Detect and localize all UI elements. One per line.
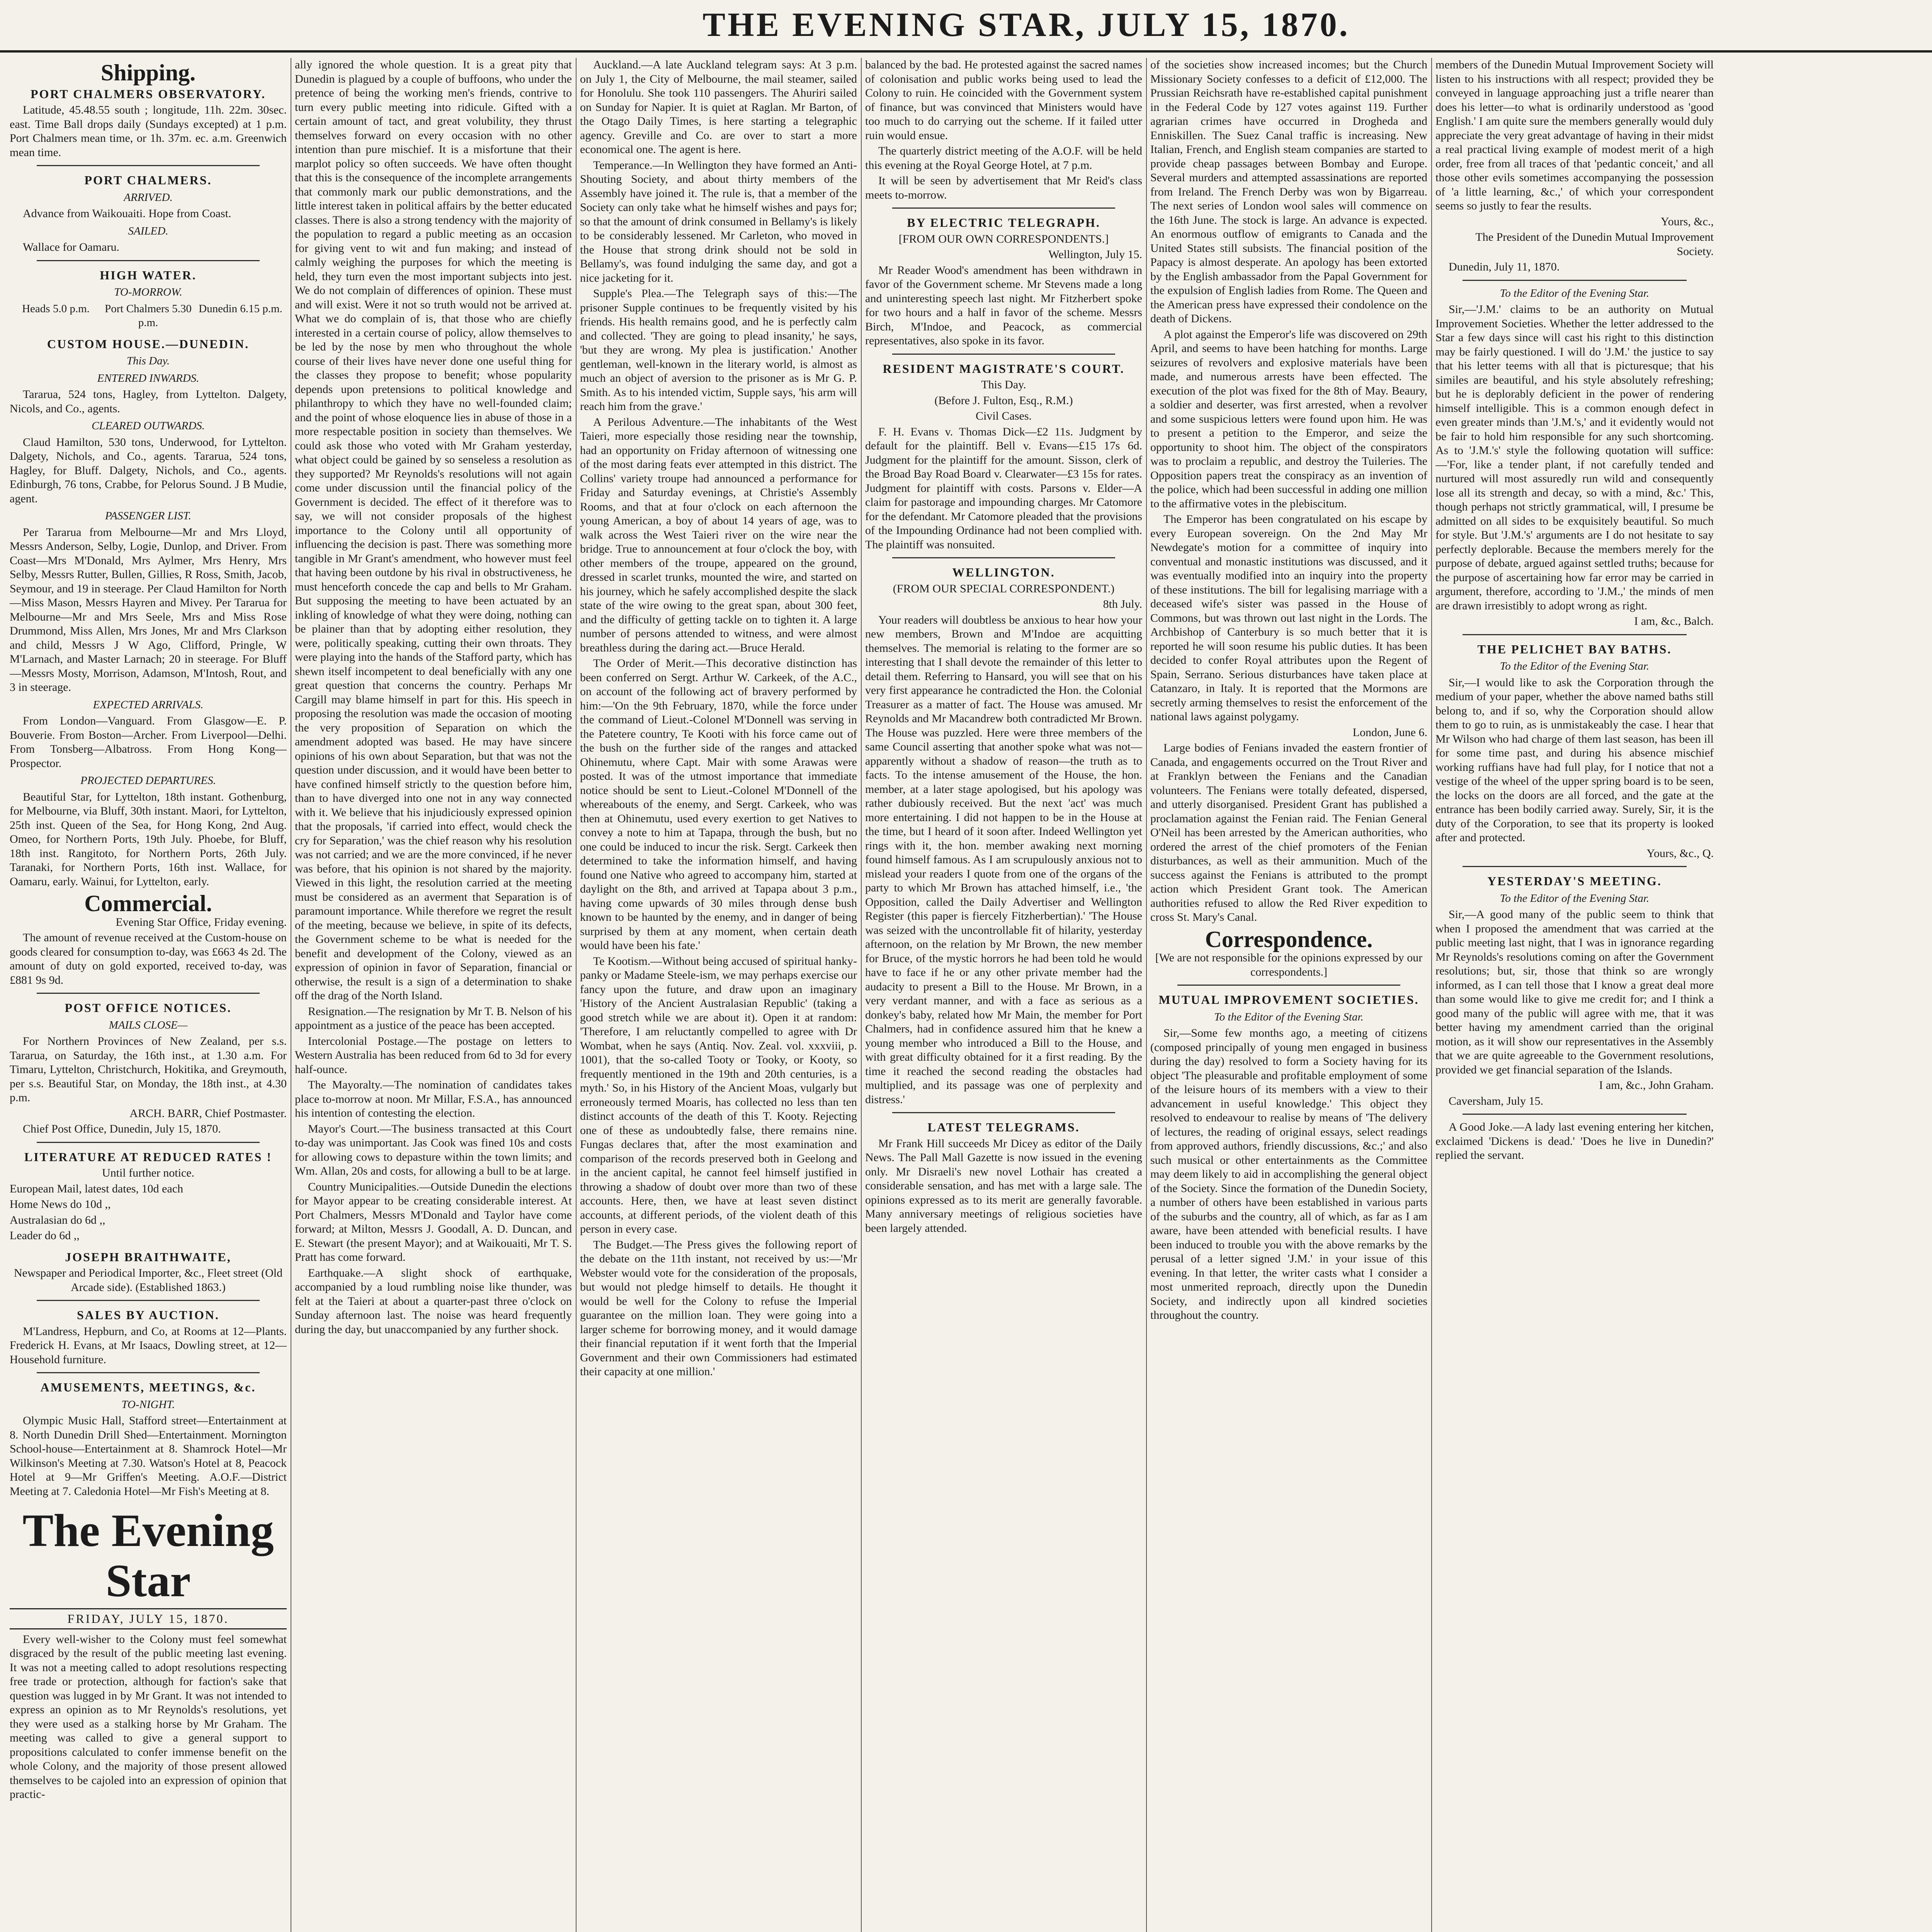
- leader-continued: ally ignored the whole question. It is a great pity that Dunedin is plagued by a couple of buffoons, who under the pretence of being the working men's friends, contrive to turn every public meeting into ridicule. Gifted with a certain amount of tact, and great volubility, they thrust themselves forward on every occasion with no other intention than pure mischief. It is a misfortune that their marplot policy so often succeeds. We have often thought that this is the consequence of the incomplete arrangements that commonly mark our public demonstrations, and the little interest taken in political affairs by the better educated classes. There is also a strong tendency with the majority of the population to regard a public meeting as an occasion for giving vent to wit and fun making; and instead of calmly weighing the purposes for which the meeting is held, they turn even the most important subjects into jest. We do not complain of differences of opinion. These must and will exist. Were it not so truth would not be arrived at. What we do complain of is, that those who are chiefly interested in a certain course of policy, allow themselves to be led by the nose by men who throughout the whole course of their lives have never done one useful thing for the classes they propose to benefit; whose popularity depends upon pretensions to political knowledge and philanthropy to which they have no well-founded claim; and the point of whose eloquence lies in abuse of those in a more respectable position in society than themselves. We could ask those who voted with Mr Graham yesterday, what object could be gained by so senseless a resolution as they supported? Mr Reynolds's resolutions will not again come under discussion until the financial policy of the Government is decided. The effect of it therefore was to say, we will not consider proposals of the highest importance to the Colony until all opportunity of influencing the decision is past. There was something more tangible in Mr Grant's amendment, who however must feel that having been outdone by his rival in obstructiveness, he must henceforth concede the cap and bells to Mr Graham. But supposing the meeting to have been actuated by an inkling of knowledge of what they were doing, nothing can be plainer than that by adopting either resolution, they were, politically speaking, cutting their own throats. They were playing into the hands of the Stafford party, which has shewn itself incompetent to deal beneficially with any one great question that concerns the country. Perhaps Mr Cargill may blame himself in part for this. His speech in proposing the resolution was made the occasion of mooting the very proposition of Separation on which the amendment adopted was based. He may have sincere opinions of his own about Separation, but that was not the question under discussion, and it would have been better to have confined himself strictly to the question before him, than to have diverged into one not in any way connected with it. We believe that his injudiciously expressed opinion that the proposals, 'if carried into effect, would check the cry for Separation,' was the chief reason why his resolution was not carried; and we are the more convinced, if he never was before, that his opinion is not shared by the majority. Viewed in this light, the resolution carried at the meeting must be considered as an averment that Separation is of paramount importance. While therefore we regret the result of the meeting, because we believe, in spite of its defects, the Government scheme to be what is needed for the benefit and development of the Colony, viewed as an expression of opinion in favor of Separation, financial or otherwise, the result is a sign of a determination to shake off the drag of the North Island.: [295, 58, 572, 1002]
- observatory-title: PORT CHALMERS OBSERVATORY.: [31, 87, 266, 101]
- column-rule: [1431, 58, 1432, 1932]
- column-rule: [1146, 58, 1147, 1932]
- passenger-text: Per Tararua from Melbourne—Mr and Mrs Lloyd, Messrs Anderson, Selby, Logie, Dunlop, and Driver. From Coast—Mrs M'Donald, Mrs Aylmer, Mrs Henry, Mrs Selby, Messrs Rutter, Bullen, Gillies, R Ross, Smith, Jacob, Seymour, and 19 in steerage. Per Claud Hamilton for North—Miss Mason, Messrs Hayren and Mivey. Per Tararua for Melbourne—Mr and Mrs Seele, Mrs and Miss Rose Drummond, Miss Allen, Mrs Jones, Mr and Mrs Clarkson and child, Messrs J W Ago, Clifford, Pringle, W M'Larnach, and Master Larnach; 20 in steerage. For Bluff—Messrs Mosty, Morrison, Adamson, M'Intosh, Rout, and 3 in steerage.: [10, 526, 287, 694]
- yours-sign: Yours, &c.,: [1661, 215, 1714, 228]
- tonight-label: TO-NIGHT.: [121, 1398, 175, 1411]
- sign-graham: I am, &c., John Graham.: [1599, 1079, 1714, 1092]
- postage-item: Intercolonial Postage.—The postage on letters to Western Australia has been reduced from 6d to 3d for every half-ounce.: [295, 1034, 572, 1076]
- arrived-text: Advance from Waikouaiti. Hope from Coast.: [23, 207, 231, 220]
- column-2: [295, 58, 572, 1932]
- municipalities-item: Country Municipalities.—Outside Dunedin the elections for Mayor appear to be creating considerable interest. At Port Chalmers, Messrs M'Donald and Taylor have come forward; at Milton, Messrs J. Goodall, A. D. Duncan, and E. Stewart (the present Mayor); and at Waikouaiti, Mr T. S. Pratt has come forward.: [295, 1180, 572, 1264]
- wellington-date: Wellington, July 15.: [1048, 248, 1142, 261]
- wellington-title: WELLINGTON.: [952, 565, 1055, 579]
- port-title: PORT CHALMERS.: [84, 173, 212, 187]
- auckland-item: Auckland.—A late Auckland telegram says: At 3 p.m. on July 1, the City of Melbourne, the mail steamer, sailed for Honolulu. She took 110 passengers. The Ahuriri sailed on Sunday for Napier. It is quiet at Raglan. Mr Barton, of the Otago Daily Times, is here starting a telegraphic agency. Greville and Co. are over to start a more economical one. The agent is here.: [580, 58, 857, 156]
- customs-title: CUSTOM HOUSE.—DUNEDIN.: [47, 337, 250, 351]
- mutual-text: Sir,—Some few months ago, a meeting of citizens (composed principally of young men engaged in business during the day) resolved to form a Society having for its object 'The pleasurable and profitable employment of some of the leisure hours of its members with a view to their advancement in useful knowledge.' This object they resolved to endeavour to realise by means of 'The delivery of lectures, the reading of original essays, select readings from approved authors, friendly discussions, &c.;' and also such musical or other entertainments as the Committee may deem likely to aid in accomplishing the general object of the Society. Since the formation of the Dunedin Society, a number of others have been established in various parts of the suburbs and the country, all of which, as far as I am aware, have been attended with beneficial results. I have been induced to trouble you with the above remarks by the perusal of a letter signed 'J.M.' in your issue of this evening. In that letter, the writer casts what I consider a most unmerited reproach, directly upon the Dunedin Society, and indirectly upon all kindred societies throughout the country.: [1150, 1027, 1427, 1321]
- to-editor-1: To the Editor of the Evening Star.: [1500, 287, 1650, 299]
- columns: [10, 58, 1932, 1932]
- wellington-sub: (FROM OUR SPECIAL CORRESPONDENT.): [893, 582, 1115, 595]
- latest-text: Mr Frank Hill succeeds Mr Dicey as editor of the Daily News. The Pall Mall Gazette is now issued in the evening only. Mr Disraeli's new novel Lothair has created a considerable sensation, and has met with a large sale. The opinions expressed as to its merit are generally favorable. Many anniversary meetings of religious societies have been largely attended.: [865, 1137, 1142, 1235]
- divider: [37, 1300, 260, 1301]
- to-editor-3: To the Editor of the Evening Star.: [1500, 892, 1650, 905]
- commercial-office: Evening Star Office, Friday evening.: [116, 915, 287, 929]
- commercial-text: The amount of revenue received at the Custom-house on goods cleared for consumption to-day, was £663 4s 2d. The amount of duty on gold exported, received to-day, was £881 9s 9d.: [10, 931, 287, 986]
- auction-title: SALES BY AUCTION.: [77, 1308, 219, 1322]
- post-text: For Northern Provinces of New Zealand, per s.s. Tararua, on Saturday, the 16th inst., at 1.30 a.m. For Timaru, Lyttelton, Christchurch, Hokitika, and Greymouth, per s.s. Beautiful Star, on Monday, the 18th inst., at 4.30 p.m.: [10, 1035, 287, 1104]
- literature-title: LITERATURE AT REDUCED RATES !: [24, 1150, 272, 1164]
- tide-table: [10, 302, 287, 330]
- mayoralty-item: The Mayoralty.—The nomination of candidates takes place to-morrow at noon. Mr Millar, F.S.A., has announced his intention of contesting the election.: [295, 1078, 572, 1119]
- emperor-item: The Emperor has been congratulated on his escape by every European sovereign. On the 2nd May Mr Newdegate's motion for a committee of inquiry into conventual and monastic institutions was discussed, and it was eventually modified into an inquiry into the property of these institutions. The bill for legalising marriage with a deceased wife's sister was passed in the House of Commons, but was thrown out last night in the Lords. The Archbishop of Canterbury is so much better that it is reported he will soon resume his public duties. It has been decided to confer Royal attributes upon the Regent of Spain, Serrano. Serious disturbances have taken place at Catanzaro, in Italy. It is reported that the Mormons are secretly arming themselves to resist the enforcement of the national laws against polygamy.: [1150, 513, 1427, 723]
- pelichet-text: Sir,—I would like to ask the Corporation through the medium of your paper, whether the above named baths still belong to, and if so, why the Corporation should allow them to go to ruin, as is unmistakeably the case. I hear that Mr Wilson who had charge of them last season, has been ill for some time past, and during his absence mischief working ruffians have had full play, for I notice that not a vestige of the wheel of the upper spring board is to be seen, the locks on the doors are all forced, and the gate at the entrance has been bodily carried away. Surely, Sir, it is the duty of the Corporation, to see that its property is looked after and protected.: [1435, 676, 1714, 844]
- rate-home: Home News do 10d ,,: [10, 1198, 111, 1211]
- temperance-item: Temperance.—In Wellington they have formed an Anti-Shouting Society, and about thirty members of the Assembly have joined it. The rule is, that a member of the Society can only take what he himself wishes and pays for; so that the amount of drink consumed in Bellamy's is likely to be considerably lessened. Mr Carleton, who moved in the House that strong drink should not be sold in Bellamy's, was found indulging the same day, and got a nice jacketing for it.: [580, 158, 857, 284]
- sign-balch: I am, &c., Balch.: [1634, 615, 1714, 628]
- divider: [37, 1142, 260, 1143]
- court-title: RESIDENT MAGISTRATE'S COURT.: [883, 361, 1125, 376]
- divider: [1463, 866, 1687, 867]
- fenians-item: Large bodies of Fenians invaded the eastern frontier of Canada, and engagements occurred on the Trout River and at Franklyn between the Fenians and the Canadian volunteers. The Fenians were totally defeated, dispersed, and utterly disorganised. President Grant has published a proclamation against the Fenian raid. The Fenian General O'Neil has been arrested by the American authorities, who ordered the arrest of the chief promoters of the Fenian disturbances, as well as their ammunition. Much of the success against the Fenians is attributed to the prompt action which President Grant took. The American authorities refused to allow the Red River expedition to cross St. Mary's Canal.: [1150, 742, 1427, 923]
- caversham: Caversham, July 15.: [1449, 1094, 1543, 1107]
- cleared-label: CLEARED OUTWARDS.: [92, 420, 205, 432]
- entered-text: Tararua, 524 tons, Hagley, from Lyttelton. Dalgety, Nicols, and Co., agents.: [10, 388, 287, 415]
- commercial-heading: Commercial.: [84, 891, 212, 916]
- divider: [37, 1372, 260, 1373]
- sailed-text: Wallace for Oamaru.: [23, 241, 119, 253]
- expected-text: From London—Vanguard. From Glasgow—E. P. Bouverie. From Boston—Archer. From Liverpool—Delhi. From Tonsberg—Albatross. From Hong Kong—Prospector.: [10, 714, 287, 770]
- perilous-item: A Perilous Adventure.—The inhabitants of the West Taieri, more especially those residing near the township, had an opportunity on Friday afternoon of witnessing one of the most daring feats ever attempted in this district. The Collins' variety troupe had announced a performance for Friday and Saturday evenings, at Christie's Assembly Rooms, and that at four o'clock on each afternoon the young American, a boy of about 14 years of age, was to walk across the West Taieri river on the wire near the bridge. True to announcement at four o'clock the boy, with other members of the troupe, appeared on the ground, dressed in scarlet trunks, mounted the wire, and started on his journey, which he safely accomplished despite the slack state of the wire owing to the great span, about 300 feet, and the difficulty of getting tackle on to tighten it. A large number of persons attended to witness, and were almost breathless during the daring act.—Bruce Herald.: [580, 415, 857, 654]
- mayors-court-item: Mayor's Court.—The business transacted at this Court to-day was unimportant. Jas Cook was fined 10s and costs for allowing cows to depasture within the town limits; and Wm. Allan, 20s and costs, for allowing a bull to be at large.: [295, 1122, 572, 1177]
- tide-port: Port Chalmers 5.30 p.m.: [105, 302, 192, 329]
- evening-star-header: [10, 1505, 287, 1629]
- literature-intro: European Mail, latest dates, 10d each: [10, 1182, 184, 1195]
- tide-heads: Heads 5.0 p.m.: [22, 302, 90, 315]
- sign-q: Yours, &c., Q.: [1646, 847, 1714, 860]
- column-6: [1435, 58, 1714, 1932]
- budget-item: The Budget.—The Press gives the following report of the debate on the 11th instant, not received by us:—'Mr Webster would vote for the consideration of the proposals, but would not pledge himself to details. He thought it would be well for the Colony to refuse the Imperial guarantee on the million loan. They were going into a larger scheme for borrowing money, and it would damage their financial reputation if it went forth that the Imperial Government and their own Commissioners had estimated their capacity at one million.': [580, 1238, 857, 1378]
- entered-label: ENTERED INWARDS.: [97, 372, 199, 384]
- shipping-heading: Shipping.: [100, 60, 196, 85]
- advert-item: It will be seen by advertisement that Mr Reid's class meets to-morrow.: [865, 174, 1142, 201]
- arrived-label: ARRIVED.: [124, 191, 173, 204]
- mails-label: MAILS CLOSE—: [109, 1019, 188, 1031]
- column-1: [10, 58, 287, 1932]
- yesterday-title: YESTERDAY'S MEETING.: [1487, 874, 1662, 888]
- braithwaite-text: Newspaper and Periodical Importer, &c., Fleet street (Old Arcade side). (Established 1863.): [14, 1267, 283, 1294]
- merit-item: The Order of Merit.—This decorative distinction has been conferred on Sergt. Arthur W. Carkeek, of the A.C., on account of the following act of bravery performed by him:—'On the 9th February, 1870, while the force under the command of Lieut.-Colonel M'Donnell was serving in the Patetere country, Te Kooti with his force came out of the bush on the further side of the ranges and attacked Ohinemutu, where Capt. Mair with some Arawas were posted. It was of the utmost importance that immediate notice should be sent to Lieut.-Colonel M'Donnell of the whereabouts of the enemy, and Sergt. Carkeek, who was then at Ohinemutu, used every exertion to get Natives to convey a note to him at Tapapa, through the bush, but no one could be induced to incur the risk. Sergt. Carkeek then determined to take the information himself, and having found one Native who agreed to accompany him, started at daylight on the 8th, and arrived at Tapapa about 3 p.m., having come upwards of 30 miles through dense bush known to be haunted by the enemy, and in danger of being surprised by them at any moment, when certain death would have been his fate.': [580, 657, 857, 952]
- divider: [1463, 280, 1687, 281]
- aof-item: The quarterly district meeting of the A.O.F. will be held this evening at the Royal George Hotel, at 7 p.m.: [865, 145, 1142, 172]
- rate-australasian: Australasian do 6d ,,: [10, 1213, 105, 1226]
- joke-item: A Good Joke.—A lady last evening entering her kitchen, exclaimed 'Dickens is dead.' 'Does he live in Dunedin?' replied the servant.: [1435, 1121, 1714, 1162]
- telegrams-continued: of the societies show increased incomes; but the Church Missionary Society confesses to a deficit of £12,000. The Prussian Reichsrath have re-established capital punishment in the Federal Code by 127 votes against 119. Further agrarian crimes have occurred in Drogheda and Enniskillen. The Suez Canal traffic is increasing. New Italian, French, and English steam companies are started to provide cheap passages between Bombay and Europe. Several murders and attempted assassinations are reported from Ireland. The French Derby was won by Bigarreau. The next series of London wool sales will commence on the 16th June. The stock is large. An advance is expected. An enormous outflow of emigrants to Canada and the United States still subsists. The financial position of the Papacy is almost desperate. An apology has been extorted by the English ambassador from the Papal Government for the expulsion of English ladies from Rome. The Queen and the American press have expressed their condolence on the death of Dickens.: [1150, 58, 1427, 325]
- supple-item: Supple's Plea.—The Telegraph says of this:—The prisoner Supple continues to be frequently visited by his friends. His health remains good, and he is perfectly calm and collected. 'They are going to plead insanity,' he says, 'but they are wrong. My plea is justification.' Another gentleman, well-known in the literary world, is almost as much an object of aversion to the prisoner as is Mr G. P. Smith. As to his intended victim, Supple says, 'his arm will reach him from the grave.': [580, 287, 857, 413]
- yesterday-text: Sir,—A good many of the public seem to think that when I proposed the amendment that was carried at the public meeting last night, that I was in ignorance regarding Mr Reynolds's resolutions coming on after the Government resolutions; but, sir, those that think so are wrongly informed, as I can tell those that I know a great deal more than some would like to give me credit for; and I think a good many of the public will agree with me, that it was better having my amendment carried than the original motion, as it will show our representatives in the Assembly that we are quite agreeable to the Government resolutions, provided we get financial separation of the Islands.: [1435, 908, 1714, 1076]
- amuse-title: AMUSEMENTS, MEETINGS, &c.: [40, 1380, 256, 1394]
- telegraph-sub: [FROM OUR OWN CORRESPONDENTS.]: [898, 232, 1109, 245]
- braithwaite-name: JOSEPH BRAITHWAITE,: [65, 1250, 231, 1264]
- kootism-item: Te Kootism.—Without being accused of spiritual hanky-panky or Madame Steele-ism, we may perhaps exercise our fancy upon the future, and draw upon an imaginary 'History of the Ancient Australasian Republic' (taking a good stretch while we are about it). Open it at random: 'Therefore, I am reluctantly compelled to agree with Dr Wombat, when he says (Antiq. Nov. Zeal. vol. xxxviii, p. 1001), that the so-called Tooty or Tooky, or Kooty, so frequently mentioned in the 19th and 20th centuries, is a myth.' So, in his History of the Ancient Moas, vulgarly but erroneously termed Moaris, has collected no less than ten distinct accounts of the death of this T. Kooty. Rejecting one of these as undoubtedly false, there remains nine. Fungas declares that, after the most examination and comparison of the records preserved both in Geelong and in the ancient capital, he cannot feel himself justified in throwing a shadow of doubt over more than two of these accounts. Here, then, we have at least seven distinct accounts, at different periods, of the violent death of this person in every case.: [580, 954, 857, 1235]
- mutual-to-editor: To the Editor of the Evening Star.: [1214, 1010, 1364, 1023]
- masthead: [0, 0, 1932, 53]
- president-sign: The President of the Dunedin Mutual Improvement Society.: [1475, 231, 1714, 258]
- president-date: Dunedin, July 11, 1870.: [1449, 260, 1560, 273]
- divider: [892, 354, 1115, 355]
- divider: [37, 260, 260, 261]
- expected-label: EXPECTED ARRIVALS.: [93, 698, 204, 711]
- post-title: POST OFFICE NOTICES.: [65, 1001, 232, 1015]
- resignation-item: Resignation.—The resignation by Mr T. B. Nelson of his appointment as a justice of the peace has been accepted.: [295, 1005, 572, 1032]
- leader-text: Every well-wisher to the Colony must feel somewhat disgraced by the result of the public meeting last evening. It was not a meeting called to adopt resolutions respecting free trade or protection, although for faction's sake that question was lugged in by Mr Grant. It was not intended to express an opinion as to Mr Reynolds's resolutions, yet they were used as a stalking horse by Mr Graham. The meeting was called to give a general support to propositions calculated to confer immense benefit on the whole Colony, and the majority of those present allowed themselves to be cajoled into an expression of opinion that practic-: [10, 1633, 287, 1801]
- correspondence-heading: Correspondence.: [1205, 926, 1373, 952]
- passenger-label: PASSENGER LIST.: [105, 510, 191, 522]
- earthquake-item: Earthquake.—A slight shock of earthquake, accompanied by a loud rumbling noise like thunder, was felt at the Taieri at about a quarter-past three o'clock on Sunday afternoon last. The noise was heard frequently during the day, but unaccompanied by any further shock.: [295, 1266, 572, 1336]
- divider: [892, 207, 1115, 209]
- wellington-day: 8th July.: [1103, 598, 1142, 611]
- latest-title: LATEST TELEGRAMS.: [927, 1120, 1080, 1134]
- letter-1: Sir,—'J.M.' claims to be an authority on Mutual Improvement Societies. Whether the letter addressed to the Star a few days since will cast his right to this distinction may be fairly questioned. I will do 'J.M.' the justice to say that his letter teems with all that is picturesque; that his similes are beautiful, and his style absolutely refreshing; but he is deplorably deficient in the power of rendering himself intelligible. This is a common enough defect in even greater minds than 'J.M.'s,' and it evidently would not be fair to hold him responsible for any such shortcoming. As to 'J.M.'s' style the following quotation will suffice:—'For, like a tender plant, if not carefully tended and nurtured will most assuredly run wild and consequently lose all its strength and decay, so with a mind, &c.' This, though perhaps not strictly grammatical, will, I presume be admitted on all sides to be exquisitely beautiful. So much for style. But 'J.M.'s' arguments are I do not hesitate to say perfectly deplorable. Because the members merely for the purpose of debate, argued against settled truths; because for the purpose of ascertaining how far error may be carried in argument, therefore, according to 'J.M.,' the minds of men are drawn irresistibly to adopt wrong as right.: [1435, 303, 1714, 612]
- wellington-text: Your readers will doubtless be anxious to hear how your new members, Brown and M'Indoe are acquitting themselves. The memorial is relating to the former are so interesting that I shall devote the remainder of this letter to detail them. Referring to Hansard, you will see that on his very first appearance he contradicted the Hon. the Colonial Treasurer as a matter of fact. The House was amused. Mr Reynolds and Mr Macandrew both contradicted Mr Brown. The House was puzzled. Here were three members of the same Council asserting that another spoke what was not—apparently without a shadow of reason—the truth as to facts. To the intense amusement of the House, the hon. member, at a later stage apologised, but his apology was rather dubiously received. But the next 'act' was much more entertaining. I did not happen to be in the House at the time, but I heard of it soon after. Indeed Wellington yet rings with it, the hon. member awaking next morning found himself famous. As I am scrupulously anxious not to mislead your readers I quote from one of the organs of the party to which Mr Brown has attached himself, i.e., 'the Opposition, called the Daily Advertiser and Wellington Register (this paper is fiercely Fitzherbertian).' 'The House was seized with the uncontrollable fit of hilarity, yesterday afternoon, on the relation by Mr Brown, the new member for Bruce, of the mystic horrors he had been told he would have to face if he or any other private member had the audacity to present a Bill to the House. Mr Brown, in a very verdant manner, and with a face as serious as a donkey's baby, related how Mr Main, the member for Port Chalmers, had in confidence assured him that he knew a young member who introduced a Bill to the House, and with great difficulty obtained for it a first reading. By the time it reached the second reading the obstacles had multiplied, and its passage was one of perplexity and distress.': [865, 613, 1142, 1106]
- column-rule: [861, 58, 862, 1932]
- divider: [37, 993, 260, 994]
- column-rule: [576, 58, 577, 1932]
- column-3: [580, 58, 857, 1932]
- evening-star-date: FRIDAY, JULY 15, 1870.: [10, 1608, 287, 1629]
- court-judge: (Before J. Fulton, Esq., R.M.): [934, 394, 1073, 407]
- tide-dunedin: Dunedin 6.15 p.m.: [199, 302, 282, 315]
- post-sign: ARCH. BARR, Chief Postmaster.: [129, 1107, 287, 1120]
- divider: [1463, 1114, 1687, 1115]
- divider: [892, 1112, 1115, 1113]
- pelichet-title: THE PELICHET BAY BATHS.: [1477, 642, 1672, 656]
- plot-item: A plot against the Emperor's life was discovered on 29th April, and seems to have been hatching for months. Large seizures of revolvers and explosive materials have been made, and numerous arrests have been effected. The execution of the plot was fixed for the 8th of May. Beaury, a soldier and deserter, was first arrested, when a revolver and some suspicious letters were found upon him. He was to present a petition to the Emperor, and seize the opportunity to shoot him. The object of the conspirators was to proclaim a republic, and destroy the Tuileries. The Opposition papers treat the conspiracy as an invention of the police, which had been successful in adding one million to the affirmative votes in the plebiscitum.: [1150, 328, 1427, 510]
- divider: [1463, 634, 1687, 635]
- amuse-text: Olympic Music Hall, Stafford street—Entertainment at 8. North Dunedin Drill Shed—Entertainment. Mornington School-house—Entertainment at 8. Shamrock Hotel—Mr Wilkinson's Meeting at 7.30. Watson's Hotel at 8, Peacock Hotel at 9—Mr Griffen's Meeting. A.O.F.—District Meeting at 7. Caledonia Hotel—Mr Fish's Meeting at 8.: [10, 1414, 287, 1498]
- mutual-continued: members of the Dunedin Mutual Improvement Society will listen to his instructions with all respect; provided they be conveyed in language approaching just a trifle nearer than does his letter—to what is ordinarily understood as 'good English.' I am quite sure the members generally would duly appreciate the very great advantage of having in their midst a real practical living example of modest merit of a high order, free from all traces of that 'pedantic conceit,' and all those other evils sometimes accompanying the possession of 'a little learning, &c.,' of which your correspondent seems so justly to fear the results.: [1435, 58, 1714, 212]
- this-day-label: This Day.: [126, 355, 170, 367]
- high-water-title: HIGH WATER.: [100, 268, 197, 282]
- literature-until: Until further notice.: [102, 1167, 195, 1179]
- tomorrow-label: TO-MORROW.: [114, 286, 182, 298]
- column-4: [865, 58, 1142, 1932]
- telegraph-text: Mr Reader Wood's amendment has been withdrawn in favor of the Government scheme. Mr Stevens made a long and uninteresting speech last night. Mr Fitzherbert spoke for two hours and a half in favor of the scheme. Messrs Birch, M'Indoe, and Peacock, as commercial representatives, also spoke in its favor.: [865, 264, 1142, 347]
- civil-cases: Civil Cases.: [975, 410, 1032, 422]
- observatory-text: Latitude, 45.48.55 south ; longitude, 11h. 22m. 30sec. east. Time Ball drops daily (Sundays excepted) at 1 p.m. Port Chalmers mean time, or 1h. 37m. ec. a.m. Greenwich mean time.: [10, 104, 287, 159]
- sailed-label: SAILED.: [128, 224, 168, 237]
- telegraph-title: BY ELECTRIC TELEGRAPH.: [907, 216, 1100, 230]
- evening-star-title: The Evening Star: [22, 1505, 274, 1606]
- divider: [892, 557, 1115, 558]
- masthead-title: THE EVENING STAR, JULY 15, 1870.: [702, 6, 1350, 44]
- budget-continued: balanced by the bad. He protested against the sacred names of colonisation and public works being used to lead the Colony to ruin. He coincided with the Government system of finance, but was convinced that Ministers would have too much to do carrying out the scheme. If it failed utter ruin would ensue.: [865, 58, 1142, 142]
- to-editor-2: To the Editor of the Evening Star.: [1500, 660, 1650, 672]
- rate-leader: Leader do 6d ,,: [10, 1229, 80, 1242]
- divider: [1177, 985, 1400, 986]
- post-office-line: Chief Post Office, Dunedin, July 15, 1870.: [23, 1122, 221, 1135]
- auction-text: M'Landress, Hepburn, and Co, at Rooms at 12—Plants. Frederick H. Evans, at Mr Isaacs, Dowling street, at 12—Household furniture.: [10, 1325, 287, 1366]
- projected-text: Beautiful Star, for Lyttelton, 18th instant. Gothenburg, for Melbourne, via Bluff, 30th instant. Maori, for Lyttelton, 25th inst. Queen of the Sea, for Hong Kong, 2nd Aug. Omeo, for Northern Ports, 19th July. Phoebe, for Bluff, 18th inst. Rangitoto, for Northern Ports, 26th July. Taranaki, for Northern Ports, 16th inst. Wallace, for Oamaru, early. Wainui, for Lyttelton, early.: [10, 790, 287, 888]
- london-date: London, June 6.: [1352, 726, 1427, 739]
- cleared-text: Claud Hamilton, 530 tons, Underwood, for Lyttelton. Dalgety, Nichols, and Co., agents. Tararua, 524 tons, Hagley, for Bluff. Dalgety, Nichols, and Co., agents. Edinburgh, 76 tons, Crabbe, for Pelorus Sound. J B Mudie, agent.: [10, 435, 287, 505]
- divider: [37, 165, 260, 166]
- court-day: This Day.: [981, 378, 1026, 391]
- column-5: [1150, 58, 1427, 1932]
- disclaimer: [We are not responsible for the opinions expressed by our correspondents.]: [1155, 951, 1423, 978]
- projected-label: PROJECTED DEPARTURES.: [80, 774, 216, 787]
- court-text: F. H. Evans v. Thomas Dick—£2 11s. Judgment by default for the plaintiff. Bell v. Evans—£15 17s 6d. Judgment for the plaintiff for the amount. Sisson, clerk of the Broad Bay Road Board v. Clearwater—£3 15s for rates. Judgment for plaintiff with costs. Parsons v. Elder—A claim for pastorage and impounding charges. Mr Catomore for the defendant. Mr Catomore pleaded that the provisions of the Impounding Ordinance had not been complied with. The plaintiff was nonsuited.: [865, 425, 1142, 551]
- mutual-title: MUTUAL IMPROVEMENT SOCIETIES.: [1158, 993, 1419, 1007]
